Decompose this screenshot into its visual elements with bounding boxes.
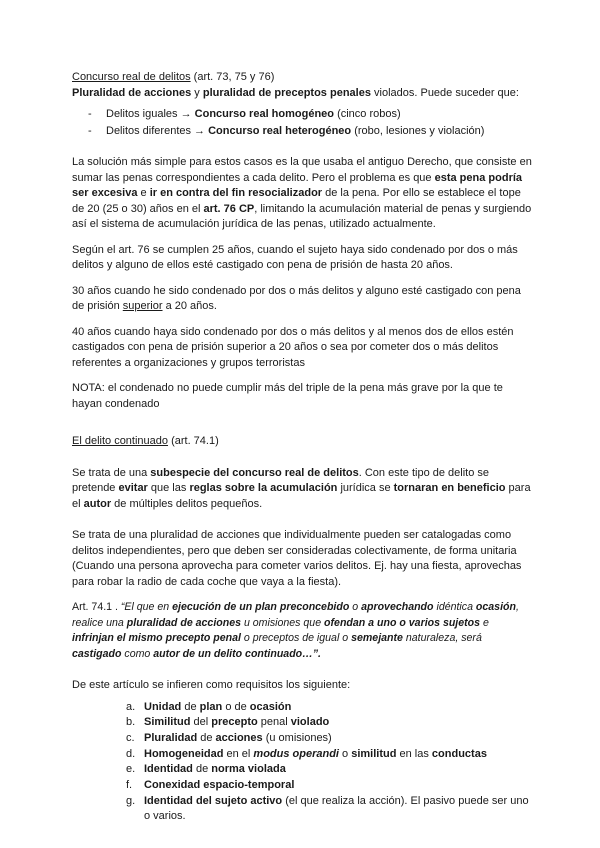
bold-term: norma violada — [211, 763, 286, 776]
heading-reference: (art. 74.1) — [168, 435, 219, 447]
list-item — [72, 794, 532, 825]
bold-italic-term: aprovechando — [361, 601, 434, 613]
list-item — [72, 123, 532, 140]
list-marker: f. — [126, 779, 133, 792]
text: 30 años cuando he sido condenado por dos o más delitos y alguno esté castigado con pena de prisión — [72, 284, 521, 312]
text: penal — [257, 716, 291, 729]
text: (robo, lesiones y violación) — [351, 124, 485, 137]
list-item — [72, 762, 532, 778]
bold-italic-term: castigado — [72, 647, 122, 660]
bold-italic-term: modus operandi — [253, 747, 339, 760]
bold-term: precepto — [211, 716, 258, 729]
bold-term: Similitud — [144, 716, 191, 729]
bold-term: plan — [199, 700, 223, 713]
text: en el — [223, 747, 254, 760]
text: (u omisiones) — [262, 731, 332, 744]
bold-term: acciones — [215, 731, 263, 744]
italic-text: e — [480, 616, 489, 629]
paragraph — [72, 466, 532, 513]
italic-text: o — [349, 601, 362, 613]
definition-line — [72, 86, 532, 102]
text: o — [338, 747, 352, 760]
list-item — [72, 106, 532, 123]
bold-italic-term: ejecución de un plan preconcebido — [172, 601, 350, 613]
bold-term: evitar — [118, 482, 148, 494]
italic-text: , realice una — [72, 601, 519, 629]
bold-term: esta pena podría ser excesiva — [72, 171, 523, 199]
bold-italic-term: pluralidad de acciones — [126, 616, 241, 629]
list-marker: a. — [126, 700, 136, 713]
note-paragraph: NOTA: el condenado no puede cumplir más del triple de la pena más grave por la que te hayan condenado — [72, 382, 503, 410]
text: (el que realiza la acción). El pasivo puede ser uno o varios. — [144, 794, 529, 823]
text: e — [137, 187, 150, 199]
list-item — [72, 715, 532, 731]
requirements-list — [72, 700, 532, 826]
text: Delitos diferentes → — [106, 124, 209, 137]
bold-term: reglas sobre la acumulación — [189, 482, 338, 494]
heading-title: Concurso real de delitos — [72, 71, 191, 83]
list-marker: e. — [126, 763, 136, 776]
bold-term: subespecie del concurso real de delitos — [150, 466, 359, 479]
bold-term: pluralidad de preceptos penales — [202, 86, 371, 99]
italic-text: “El que en — [120, 601, 173, 613]
text: Se trata de una — [72, 466, 151, 479]
bold-term: Pluralidad — [144, 731, 198, 744]
bold-term: Pluralidad de acciones — [72, 86, 192, 99]
text: y — [191, 86, 203, 99]
bold-term: autor — [83, 497, 112, 510]
text: de múltiples delitos pequeños. — [111, 497, 263, 510]
heading-reference: (art. 73, 75 y 76) — [190, 71, 275, 83]
text: . Con este tipo de delito se pretende — [72, 466, 489, 494]
bold-term: Homogeneidad — [144, 747, 224, 760]
heading-title: El delito continuado — [72, 435, 169, 447]
section-heading-concurso-real — [72, 70, 532, 86]
paragraph: Según el art. 76 se cumplen 25 años, cuando el sujeto haya sido condenado por dos o más delitos y alguno de ellos esté castigado con pena de prisión de hasta 20 años. — [72, 243, 518, 271]
bold-italic-term: ofendan a uno o varios sujetos — [324, 616, 481, 629]
bold-italic-term: ocasión — [475, 601, 516, 613]
text: o de — [222, 700, 250, 713]
text: de — [181, 700, 200, 713]
document-page — [72, 70, 532, 825]
bold-term: conductas — [431, 747, 487, 760]
bold-italic-term: autor de un delito continuado…”. — [153, 647, 321, 660]
list-item — [72, 731, 532, 747]
list-marker: c. — [126, 731, 135, 744]
section-heading-delito-continuado — [72, 434, 532, 450]
text: La solución más simple para estos casos es la que usaba el antiguo Derecho, que consiste en sumar las penas correspondientes a cada delito. Pero el problema es que — [72, 156, 532, 184]
list-item — [72, 747, 532, 763]
paragraph: 40 años cuando haya sido condenado por dos o más delitos y al menos dos de ellos estén castigados con pena de prisión superior a 20 años o sea por cometer dos o más delitos referentes a organizaciones y grupos terroristas — [72, 325, 514, 369]
article-quote — [72, 600, 532, 662]
text: en las — [396, 747, 432, 760]
bold-term: ocasión — [249, 700, 292, 713]
bold-term: Identidad — [144, 763, 193, 776]
bold-term: Identidad del sujeto activo — [144, 794, 283, 807]
underlined-term: superior — [122, 300, 163, 312]
italic-text: o preceptos de igual o — [240, 632, 352, 644]
list-marker: d. — [126, 747, 136, 760]
bold-term: violado — [290, 716, 330, 729]
text: (cinco robos) — [334, 108, 401, 120]
text: para el — [72, 482, 531, 510]
list-item — [72, 700, 532, 716]
text: de — [192, 763, 212, 776]
list-marker: b. — [126, 716, 136, 729]
text: violados. Puede suceder que: — [370, 86, 519, 99]
bold-italic-term: semejante — [351, 632, 403, 644]
list-marker: g. — [126, 794, 136, 807]
list-item — [72, 778, 532, 794]
italic-text: u omisiones que — [241, 616, 325, 629]
bold-term: Unidad — [144, 700, 182, 713]
bold-term: Concurso real heterogéneo — [208, 124, 352, 137]
text: de la pena. Por ello se establece el tope de 20 (25 o 30) años en el — [72, 187, 521, 215]
paragraph — [72, 284, 532, 315]
paragraph — [72, 155, 532, 233]
italic-text: naturaleza, será — [402, 632, 482, 644]
bold-term: Concurso real homogéneo — [194, 108, 335, 120]
paragraph: Se trata de una pluralidad de acciones que individualmente pueden ser catalogadas como delitos independientes, pero que deben ser consideradas colectivamente, de forma unitaria (Cuando una persona aprovecha para cometer varios delitos. Ej. hay una fiesta, aprovechas para robar la radio de cada coche que vaya a la fiesta). — [72, 529, 522, 588]
text: a 20 años. — [162, 300, 217, 312]
paragraph: De este artículo se infieren como requisitos los siguiente: — [72, 679, 351, 691]
text: jurídica se — [337, 482, 394, 494]
text: Delitos iguales → — [106, 108, 195, 120]
text: , limitando la acumulación material de penas y surgiendo así el sistema de acumulación jurídica de las penas, utilizado actualmente. — [72, 202, 532, 230]
bold-term: similitud — [351, 747, 397, 760]
bold-term: tornaran en beneficio — [393, 482, 506, 494]
bold-italic-term: infrinjan el mismo precepto penal — [72, 632, 241, 644]
text: del — [190, 716, 212, 729]
text: de — [197, 731, 216, 744]
italic-text: como — [121, 647, 154, 660]
bold-term: Conexidad espacio-temporal — [144, 779, 295, 792]
bold-term: ir en contra del fin resocializador — [149, 187, 323, 199]
text: que las — [147, 482, 190, 494]
article-reference: Art. 74.1 . — [72, 601, 121, 613]
bold-term: art. 76 CP — [203, 202, 255, 215]
concurso-types-list — [72, 106, 532, 139]
italic-text: idéntica — [433, 601, 476, 613]
